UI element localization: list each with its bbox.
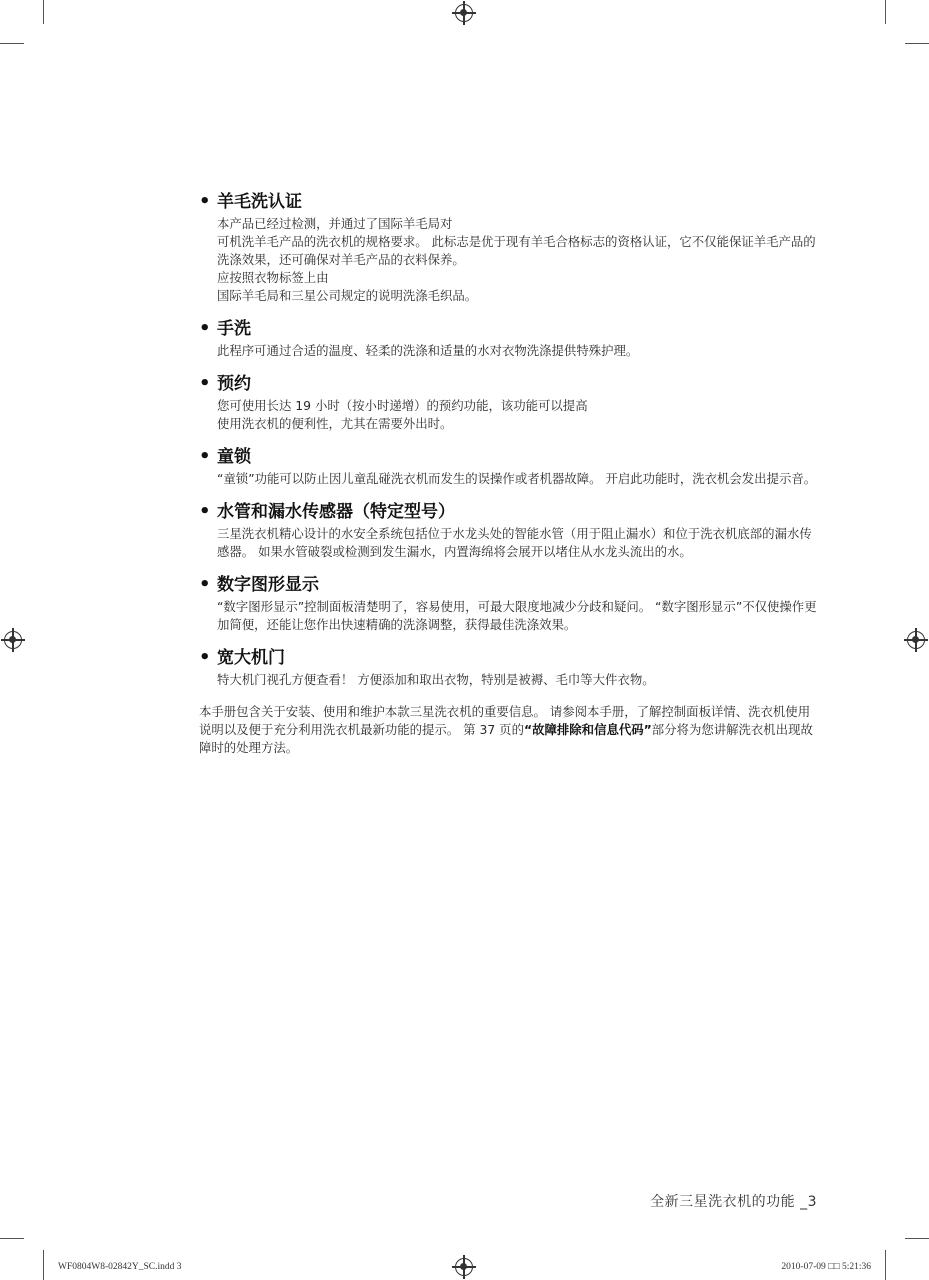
feature-section-digital-display	[199, 573, 819, 634]
registration-mark-bottom	[455, 1258, 473, 1276]
manual-intro-paragraph	[199, 703, 819, 757]
crop-mark	[0, 43, 24, 44]
bullet: •	[199, 446, 211, 467]
bullet: •	[199, 191, 211, 212]
bullet: •	[199, 318, 211, 339]
bullet: •	[199, 574, 211, 595]
section-body: “数字图形显示”控制面板清楚明了，容易使用，可最大限度地减少分歧和疑问。 “数字图形显示”不仅使操作更加简便，还能让您作出快速精确的洗涤调整，获得最佳洗涤效果。	[217, 599, 817, 632]
registration-mark-top	[455, 4, 473, 22]
section-title: 预约	[217, 374, 251, 394]
section-body: 本产品已经过检测，并通过了国际羊毛局对 可机洗羊毛产品的洗衣机的规格要求。 此标志是优于现有羊毛合格标志的资格认证，它不仅能保证羊毛产品的洗涤效果，还可确保对羊毛产品的衣料保养。 应按照衣物标签上由 国际羊毛局和三星公司规定的说明洗涤毛织品。	[217, 216, 816, 303]
crop-mark	[905, 1238, 929, 1239]
crop-mark	[885, 1250, 886, 1280]
section-title: 羊毛洗认证	[217, 192, 302, 212]
section-title: 手洗	[217, 319, 251, 339]
section-body: 您可使用长达 19 小时（按小时递增）的预约功能，该功能可以提高 使用洗衣机的便利性，尤其在需要外出时。	[217, 398, 588, 431]
intro-text-end: 部分将为您讲解洗衣机出现故障时的处理方法。	[199, 722, 813, 755]
crop-mark	[43, 0, 44, 24]
crop-mark	[885, 0, 886, 24]
section-title: 童锁	[217, 447, 251, 467]
page-footer-title: 全新三星洗衣机的功能 _3	[650, 1194, 817, 1210]
print-slug-datetime: 2010-07-09 □□ 5:21:36	[781, 1262, 871, 1272]
section-body: 特大机门视孔方便查看！ 方便添加和取出衣物，特别是被褥、毛巾等大件衣物。	[217, 672, 655, 687]
feature-section-child-lock	[199, 445, 819, 488]
feature-section-wool	[199, 190, 819, 305]
section-body: “童锁”功能可以防止因儿童乱碰洗衣机而发生的误操作或者机器故障。 开启此功能时，洗衣机会发出提示音。	[217, 471, 817, 486]
crop-mark	[905, 43, 929, 44]
feature-section-wide-door	[199, 646, 819, 689]
crop-mark	[43, 1250, 44, 1280]
registration-mark-left	[4, 631, 22, 649]
registration-mark-right	[907, 631, 925, 649]
section-title: 水管和漏水传感器（特定型号）	[217, 502, 455, 522]
bullet: •	[199, 647, 211, 668]
intro-text: 本手册包含关于安装、使用和维护本款三星洗衣机的重要信息。 请参阅本手册，了解控制面板详情、洗衣机使用说明以及便于充分利用洗衣机最新功能的提示。 第 37 页的	[199, 704, 811, 737]
troubleshooting-reference: “故障排除和信息代码”	[523, 722, 652, 737]
section-body: 此程序可通过合适的温度、轻柔的洗涤和适量的水对衣物洗涤提供特殊护理。	[217, 343, 639, 358]
section-title: 数字图形显示	[217, 575, 319, 595]
feature-section-delay	[199, 372, 819, 433]
section-body: 三星洗衣机精心设计的水安全系统包括位于水龙头处的智能水管（用于阻止漏水）和位于洗衣机底部的漏水传感器。 如果水管破裂或检测到发生漏水，内置海绵将会展开以堵住从水龙头流出的水。	[217, 526, 812, 559]
bullet: •	[199, 373, 211, 394]
bullet: •	[199, 501, 211, 522]
print-slug-filename: WF0804W8-02842Y_SC.indd 3	[58, 1262, 182, 1272]
feature-section-hand-wash	[199, 317, 819, 360]
feature-section-leak-sensor	[199, 500, 819, 561]
section-title: 宽大机门	[217, 648, 285, 668]
crop-mark	[0, 1238, 24, 1239]
feature-list	[199, 190, 819, 757]
